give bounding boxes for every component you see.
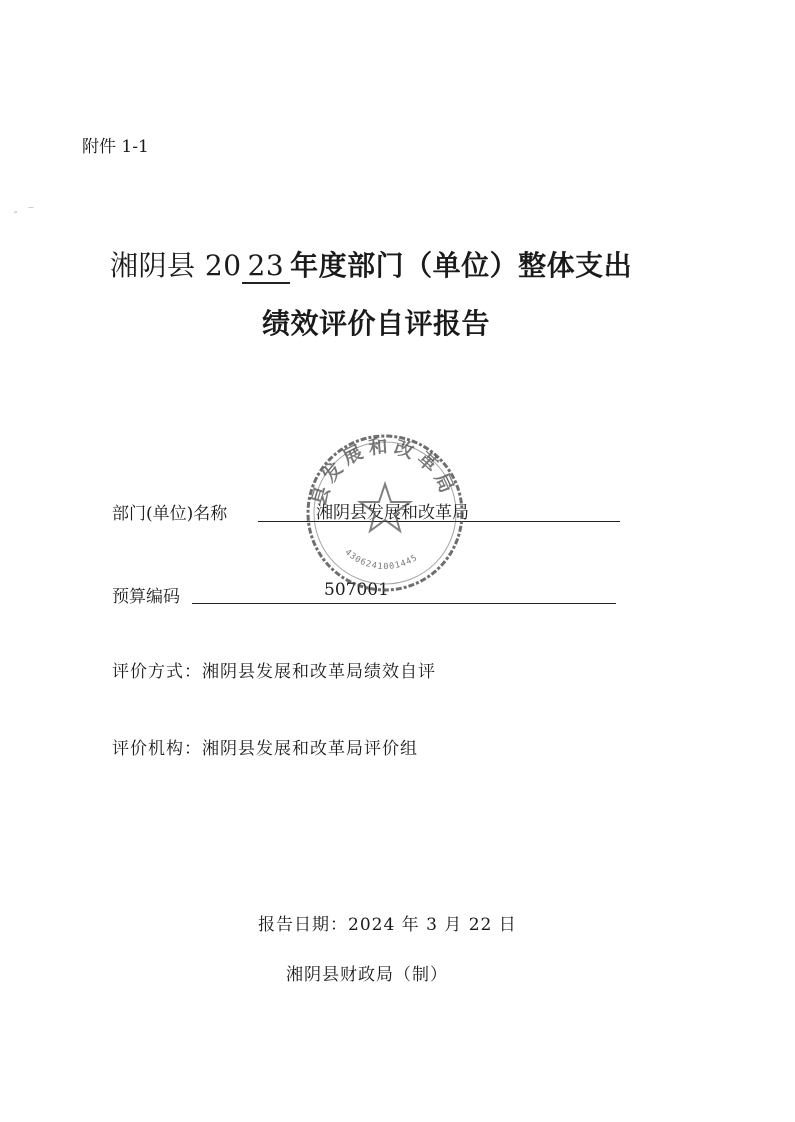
- budget-underline: [192, 603, 616, 604]
- budget-label: 预算编码: [112, 587, 180, 607]
- attachment-label: 附件 1-1: [82, 137, 149, 157]
- title-prefix: 湘阴县 20: [110, 249, 242, 282]
- report-date: 报告日期：2024 年 3 月 22 日: [258, 915, 517, 935]
- title-year-fill: 23: [242, 249, 291, 284]
- official-seal-stamp: [304, 432, 466, 594]
- department-value: 湘阴县发展和改革局: [316, 503, 469, 523]
- issuer-line: 湘阴县财政局（制）: [286, 965, 448, 985]
- svg-text:4306241001445: 4306241001445: [342, 547, 420, 573]
- budget-value: 507001: [324, 580, 389, 600]
- title-suffix: 年度部门（单位）整体支出: [290, 249, 633, 282]
- report-title-line1: [110, 244, 632, 284]
- report-title-line2: 绩效评价自评报告: [262, 307, 491, 340]
- scan-specks: - ‾: [14, 207, 38, 218]
- evaluation-organization: 评价机构：湘阴县发展和改革局评价组: [112, 739, 418, 759]
- svg-text:县发展和改革局: 县发展和改革局: [307, 435, 460, 509]
- department-label: 部门(单位)名称: [112, 504, 228, 524]
- evaluation-method: 评价方式：湘阴县发展和改革局绩效自评: [112, 662, 436, 682]
